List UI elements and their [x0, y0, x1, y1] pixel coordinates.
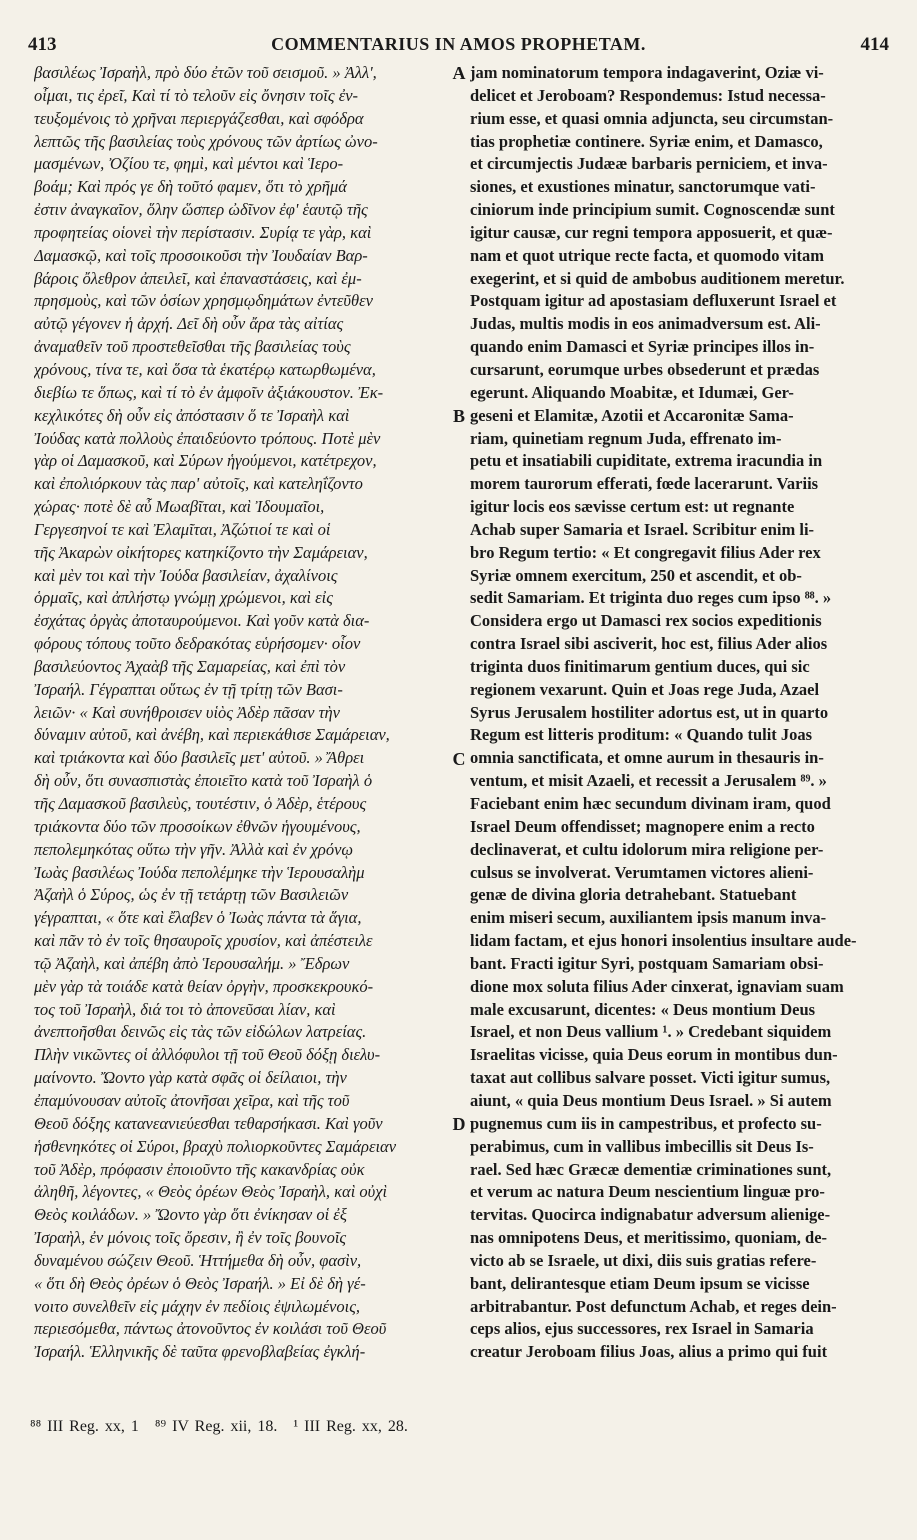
greek-text-line: τος τοῦ Ἰσραὴλ, διά τοι τὸ ἀπονεῦσαι λίαν, καὶ [34, 999, 336, 1019]
greek-text-line: περιεσόμεθα, πάντως ἀτονοῦντος ἐν κοιλάσι τοῦ Θεοῦ [34, 1319, 387, 1339]
latin-text-line: bant. Fracti igitur Syri, postquam Samariam obsi- [470, 953, 824, 973]
greek-text-line: ἐστιν ἀναγκαῖον, ὅλην ὥσπερ ὠδῖνον ἐφ' ἑαυτῷ τῆς [34, 200, 368, 220]
latin-text-line: jam nominatorum tempora indagaverint, Oziæ vi- [470, 63, 824, 82]
latin-text-line: tervitas. Quocirca indignabatur adversum alienige- [470, 1205, 831, 1225]
latin-text-line: petu et insatiabili cupiditate, extrema iracundia in [470, 451, 823, 471]
greek-text-line: οἶμαι, τις ἐρεῖ, Καὶ τί τὸ τελοῦν εἰς ὄνησιν τοῖς ἐν- [34, 85, 359, 105]
greek-text-line: δύναμιν αὐτοῦ, καὶ ἀνέβη, καὶ περιεκάθισε Σαμάρειαν, [34, 725, 390, 745]
latin-text-line: riam, quinetiam regnum Juda, effrenato im- [470, 428, 782, 448]
margin-marker: C [452, 748, 466, 769]
latin-text-line: victo ab se Israele, ut dixi, diis suis gratias refere- [470, 1250, 817, 1270]
latin-text-line: triginta duos finitimarum gentium duces, qui sic [470, 656, 810, 676]
latin-text-line: dione mox soluta filius Ader cinxerat, ignaviam suam [470, 976, 844, 996]
latin-text-line: Syriæ omnem exercitum, 250 et ascendit, et ob- [470, 565, 802, 585]
latin-text-line: nas omnipotens Deus, et meritissimo, quoniam, de- [470, 1228, 828, 1248]
latin-text-line: exegerint, et si quid de ambobus auditionem meretur. [470, 268, 845, 288]
margin-marker: A [452, 63, 466, 83]
footnotes [30, 1418, 890, 1436]
latin-text-line: bant, delirantesque etiam Deum ipsum se vicisse [470, 1273, 810, 1293]
greek-text-line: Ἀζαὴλ ὁ Σύρος, ὡς ἐν τῇ τετάρτῃ τῶν Βασιλειῶν [34, 885, 349, 905]
greek-text-line: καὶ μὲν τοι καὶ τὴν Ἰούδα βασιλείαν, ἀχαλίνοις [34, 565, 338, 585]
greek-text-line: προφητείας οἱονεὶ τὴν περίστασιν. Συρίᾳ τε γὰρ, καὶ [34, 222, 372, 242]
margin-section-markers [451, 62, 467, 1462]
latin-text-line: Postquam igitur ad apostasiam defluxerunt Israel et [470, 291, 837, 311]
latin-text-line: ventum, et misit Azaeli, et recessit a Jerusalem ⁸⁹. » [470, 771, 827, 791]
footnote: ⁸⁹ IV Reg. xii, 18. [154, 1418, 278, 1435]
latin-text-line: bro Regum tertio: « Et congregavit filius Ader rex [470, 542, 821, 562]
greek-text-line: ἐσχάτας ὀργὰς ἀποταυρούμενοι. Καὶ γοῦν κατὰ δια- [34, 611, 370, 631]
greek-text-line: δυναμένου σώζειν Θεοῦ. Ἡττήμεθα δὴ οὖν, φασὶν, [34, 1250, 362, 1270]
latin-text-line: igitur locis eos sævisse certum est: ut regnante [470, 497, 795, 517]
greek-text-line: τευξομένοις τὸ χρῆναι περιεργάζεσθαι, καὶ σφόδρα [34, 108, 364, 128]
latin-text-line: rael. Sed hæc Græcæ dementiæ criminationes sunt, [470, 1159, 832, 1179]
latin-text-line: tias prophetiæ continere. Syriæ enim, et Damasco, [470, 131, 823, 151]
greek-text-column [34, 62, 452, 1364]
latin-text-line: taxat aut collibus salvare posset. Victi igitur sumus, [470, 1068, 831, 1088]
latin-text-line: Achab super Samaria et Israel. Scribitur enim li- [470, 519, 815, 539]
latin-text-line: Syrus Jerusalem hostiliter adortus est, ut in quarto [470, 702, 829, 722]
greek-text-line: Ἰούδας κατὰ πολλοὺς ἐπαιδεύοντο τρόπους. Ποτὲ μὲν [34, 428, 381, 448]
greek-text-line: τῆς Δαμασκοῦ βασιλεὺς, τουτέστιν, ὁ Ἀδὲρ, ἑτέρους [34, 794, 367, 813]
latin-text-line: regionem vexarunt. Quin et Joas rege Juda, Azael [470, 679, 820, 699]
page-number-right: 414 [860, 34, 889, 55]
greek-text-line: Πλὴν νικῶντες οἱ ἀλλόφυλοι τῇ τοῦ Θεοῦ δόξῃ διελυ- [34, 1045, 381, 1065]
latin-text-line: igitur causæ, cur regni tempora apposuerit, et quæ- [470, 222, 833, 242]
greek-text-line: τριάκοντα δύο τῶν προσοίκων ἐθνῶν ἡγουμένους, [34, 816, 361, 836]
greek-text-line: βασιλέως Ἰσραὴλ, πρὸ δύο ἐτῶν τοῦ σεισμοῦ. » Ἀλλ', [34, 63, 377, 82]
latin-text-line: male excusarunt, dicentes: « Deus montium Deus [470, 999, 816, 1019]
greek-text-line: πεπολεμηκότας οὕτω τὴν γῆν. Ἀλλὰ καὶ ἐν χρόνῳ [34, 839, 354, 859]
greek-text-line: Θεοῦ δόξης κατανεανιεύεσθαι τεθαρσήκασι. Καὶ γοῦν [34, 1113, 383, 1133]
greek-text-line: ἐπαμύνουσαν αὐτοῖς ἀτονῆσαι χεῖρα, καὶ τῆς τοῦ [34, 1090, 350, 1110]
latin-text-line: Regum est litteris proditum: « Quando tulit Joas [470, 725, 813, 745]
greek-text-line: φόρους τόπους τοῦτο δεδρακότας εὑρήσομεν· οἷον [34, 634, 361, 654]
latin-text-line: Israel, et non Deus vallium ¹. » Credebant siquidem [470, 1022, 832, 1042]
latin-text-line: nam et quot utrique recte facta, et quomodo vitam [470, 245, 824, 265]
greek-text-line: ἀναμαθεῖν τοῦ προστεθεῖσθαι τῆς βασιλείας τοὺς [34, 337, 351, 357]
latin-text-line: cursarunt, eorumque urbes obsederunt et prædas [470, 359, 820, 379]
greek-text-line: ἀνεπτοῆσθαι δεινῶς εἰς τὰς τῶν εἰδώλων λατρείας. [34, 1022, 367, 1042]
greek-text-line: χρόνους, τίνα τε, καὶ ὅσα τὰ ἑκατέρῳ κατωρθωμένα, [34, 359, 376, 379]
greek-text-line: μαίνοντο. Ὤοντο γὰρ κατὰ σφᾶς οἱ δείλαιοι, τὴν [34, 1068, 347, 1088]
greek-text-line: Θεὸς κοιλάδων. » Ὤοντο γὰρ ὅτι ἐνίκησαν οἱ ἐξ [34, 1205, 347, 1225]
latin-text-line: siones, et exustiones minatur, sanctorumque vati- [470, 177, 816, 197]
latin-text-line: culsus se involverat. Verumtamen victores alieni- [470, 862, 814, 882]
greek-text-line: γέγραπται, « ὅτε καὶ ἔλαβεν ὁ Ἰωὰς πάντα τὰ ἅγια, [34, 908, 362, 928]
footnote: ¹ III Reg. xx, 28. [293, 1418, 408, 1435]
latin-text-line: contra Israel sibi asciverit, hoc est, filius Ader alios [470, 634, 828, 654]
latin-text-line: arbitrabantur. Post defunctum Achab, et reges dein- [470, 1296, 837, 1316]
page-number-left: 413 [28, 34, 57, 55]
greek-text-line: καὶ πᾶν τὸ ἐν τοῖς θησαυροῖς χρυσίον, καὶ ἀπέστειλε [34, 931, 373, 951]
latin-text-line: et circumjectis Judææ barbaris perniciem, et inva- [470, 154, 828, 174]
latin-text-line: ciniorum inde principium sumit. Cognoscendæ sunt [470, 200, 835, 220]
greek-text-line: μασμένων, Ὀζίου τε, φημὶ, καὶ μέντοι καὶ Ἱερο- [34, 154, 344, 174]
greek-text-line: γὰρ οἱ Δαμασκοῦ, καὶ Σύρων ἡγούμενοι, κατέτρεχον, [34, 451, 377, 471]
greek-text-line: τοῦ Ἀδὲρ, πρόφασιν ἐποιοῦντο τῆς κακανδρίας οὐκ [34, 1159, 365, 1179]
latin-text-line: perabimus, cum in vallibus imbecillis sit Deus Is- [470, 1136, 814, 1156]
footnote: ⁸⁸ III Reg. xx, 1 [30, 1418, 139, 1435]
greek-text-line: αὐτῷ γέγονεν ἡ ἀρχή. Δεῖ δὴ οὖν ἄρα τὰς αἰτίας [34, 314, 344, 334]
greek-text-line: δὴ οὖν, ὅτι συνασπιστὰς ἐποιεῖτο κατὰ τοῦ Ἰσραὴλ ὁ [34, 771, 373, 791]
latin-text-line: rium esse, et quasi omnia adjuncta, seu circumstan- [470, 108, 834, 128]
latin-text-line: et verum ac natura Deum nescientium linguæ pro- [470, 1182, 825, 1202]
latin-text-line: pugnemus cum iis in campestribus, et profecto su- [470, 1113, 822, 1133]
greek-text-line: καὶ ἐπολιόρκουν τὰς παρ' αὐτοῖς, καὶ κατεληΐζοντο [34, 474, 363, 494]
margin-marker: D [452, 1114, 466, 1135]
greek-text-line: Γεργεσηνοί τε καὶ Ἐλαμῖται, Ἀζώτιοί τε καὶ οἱ [34, 519, 331, 539]
greek-text-line: λεπτῶς τῆς βασιλείας τοὺς χρόνους τῶν ἀρτίως ὠνο- [34, 131, 378, 151]
latin-text-line: egerunt. Aliquando Moabitæ, et Idumæi, Ger- [470, 382, 794, 402]
latin-text-line: sedit Samariam. Et triginta duo reges cum ipso ⁸⁸. » [470, 588, 832, 608]
greek-text-line: Ἰσραὴλ, ἐν μόνοις τοῖς ὄρεσιν, ἢ ἐν τοῖς βουνοῖς [34, 1228, 347, 1248]
latin-text-line: delicet et Jeroboam? Respondemus: Istud necessa- [470, 85, 826, 105]
greek-text-line: κεχλικότες δὴ οὖν εἰς ἀπόστασιν ὅ τε Ἰσραὴλ καὶ [34, 405, 350, 425]
greek-text-line: βασιλεύοντος Ἀχαὰβ τῆς Σαμαρείας, καὶ ἐπὶ τὸν [34, 656, 346, 676]
greek-text-line: Δαμασκῷ, καὶ τοῖς προσοικοῦσι τὴν Ἰουδαίαν Βαρ- [34, 245, 368, 265]
latin-text-line: Israel Deum offendisset; magnopere enim a recto [470, 816, 815, 836]
latin-text-line: ceps alios, ejus successores, rex Israel in Samaria [470, 1319, 814, 1339]
greek-text-line: νοιτο συνελθεῖν εἰς μάχην ἐν πεδίοις ἐψιλωμένοις, [34, 1296, 361, 1316]
greek-text-line: πρησμοὺς, καὶ τῶν ὁσίων χρησμῳδημάτων ἐντεῦθεν [34, 291, 373, 311]
greek-text-line: μὲν γὰρ τὰ τοιάδε κατὰ θείαν ὀργὴν, προσκεκρουκό- [34, 976, 374, 996]
latin-text-line: Considera ergo ut Damasci rex socios expeditionis [470, 611, 822, 631]
greek-text-line: Ἰσραήλ. Γέγραπται οὕτως ἐν τῇ τρίτῃ τῶν Βασι- [34, 679, 343, 699]
latin-text-line: morem taurorum efferati, fœde lacerarunt. Variis [470, 474, 819, 494]
greek-text-line: Ἰωὰς βασιλέως Ἰούδα πεπολέμηκε τὴν Ἱερουσαλὴμ [34, 862, 365, 882]
latin-text-line: enim miseri secum, auxiliantem ipsis manum inva- [470, 908, 827, 928]
latin-text-line: quando enim Damasci et Syriæ principes illos in- [470, 337, 815, 357]
greek-text-line: λειῶν· « Καὶ συνήθροισεν υἱὸς Ἀδὲρ πᾶσαν τὴν [34, 702, 341, 722]
latin-text-line: Faciebant enim hæc secundum divinam iram, quod [470, 794, 831, 813]
greek-text-line: τῷ Ἀζαὴλ, καὶ ἀπέβη ἀπὸ Ἱερουσαλήμ. » Ἔδρων [34, 953, 350, 973]
greek-text-line: καὶ τριάκοντα καὶ δύο βασιλεῖς μετ' αὐτοῦ. » Ἄθρει [34, 748, 365, 768]
latin-text-column [470, 62, 882, 1364]
latin-text-line: lidam factam, et ejus honori insolentius insultare aude- [470, 931, 857, 951]
greek-text-line: ὁρμαῖς, καὶ ἀπλήστῳ γνώμῃ χρώμενοι, καὶ εἰς [34, 588, 333, 608]
latin-text-line: Israelitas vicisse, quia Deus eorum in montibus dun- [470, 1045, 838, 1065]
greek-text-line: τῆς Ἀκαρὼν οἰκήτορες κατηκίζοντο τὴν Σαμάρειαν, [34, 542, 368, 562]
latin-text-line: omnia sanctificata, et omne aurum in thesauris in- [470, 748, 824, 768]
latin-text-line: declinaverat, et cultu idolorum mira religione per- [470, 839, 824, 859]
latin-text-line: genæ de divina gloria detrahebant. Statuebant [470, 885, 797, 905]
greek-text-line: βοάμ; Καὶ πρός γε δὴ τοῦτό φαμεν, ὅτι τὸ χρῆμά [34, 177, 347, 197]
greek-text-line: ἀληθῆ, λέγοντες, « Θεὸς ὀρέων Θεὸς Ἰσραὴλ, καὶ οὐχὶ [34, 1182, 388, 1202]
greek-text-line: Ἰσραήλ. Ἑλληνικῆς δὲ ταῦτα φρενοβλαβείας ἐγκλή- [34, 1342, 366, 1362]
running-header [28, 34, 889, 60]
greek-text-line: « ὅτι δὴ Θεὸς ὀρέων ὁ Θεὸς Ἰσραήλ. » Εἰ δὲ δὴ γέ- [34, 1273, 366, 1293]
greek-text-line: ἡσθενηκότες οἱ Σύροι, βραχὺ πολιορκοῦντες Σαμάρειαν [34, 1136, 397, 1156]
margin-marker: B [452, 405, 465, 426]
greek-text-line: χώρας· ποτὲ δὲ αὖ Μωαβῖται, καὶ Ἰδουμαῖοι, [34, 497, 325, 517]
latin-text-line: creatur Jeroboam filius Joas, alius a primo qui fuit [470, 1342, 828, 1362]
latin-text-line: Judas, multis modis in eos animadversum est. Ali- [470, 314, 821, 334]
greek-text-line: βάροις ὄλεθρον ἀπειλεῖ, καὶ ἐπαναστάσεις, καὶ ἐμ- [34, 268, 362, 288]
latin-text-line: aiunt, « quia Deus montium Deus Israel. » Si autem [470, 1090, 832, 1110]
running-title: COMMENTARIUS IN AMOS PROPHETAM. [271, 34, 646, 54]
latin-text-line: geseni et Elamitæ, Azotii et Accaronitæ Sama- [470, 405, 794, 425]
greek-text-line: διεβίω τε ὅπως, καὶ τί τὸ ἐν ἀμφοῖν ἀξιάκουστον. Ἐκ- [34, 382, 384, 402]
